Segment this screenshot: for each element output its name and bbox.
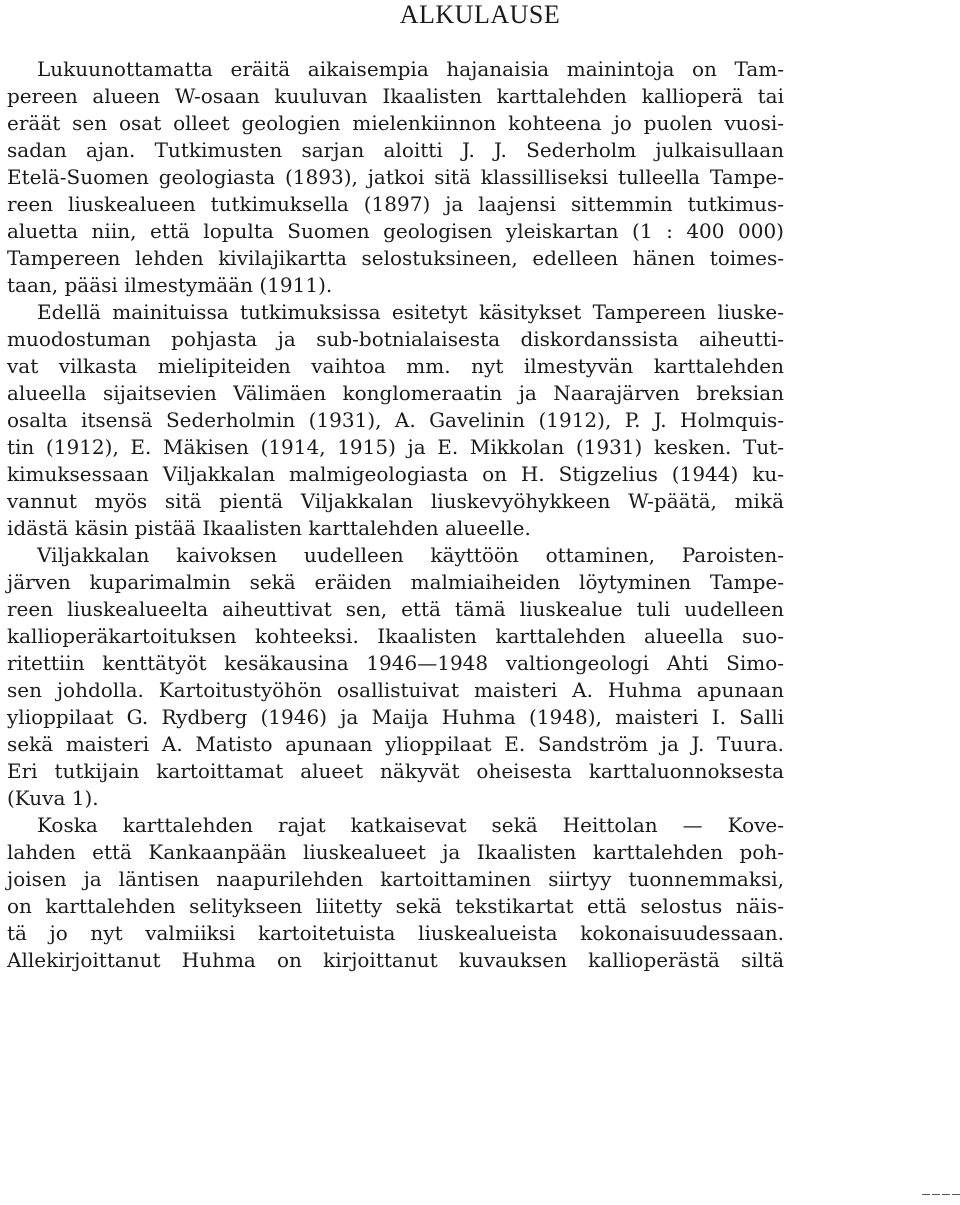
text-line: Eri tutkijain kartoittamat alueet näkyvät oheisesta karttaluonnoksesta — [7, 759, 784, 783]
text-line: sen johdolla. Kartoitustyöhön osallistuivat maisteri A. Huhma apunaan — [7, 678, 784, 702]
text-line: Koska karttalehden rajat katkaisevat sekä Heittolan — Kove- — [37, 813, 784, 837]
text-line: idästä käsin pistää Ikaalisten karttalehden alueelle. — [7, 516, 531, 540]
text-line: lahden että Kankaanpään liuskealueet ja Ikaalisten karttalehden poh- — [7, 840, 784, 864]
text-line: reen liuskealueelta aiheuttivat sen, että tämä liuskealue tuli uudelleen — [7, 597, 784, 621]
text-line: joisen ja läntisen naapurilehden kartoittaminen siirtyy tuonnemmaksi, — [7, 867, 784, 891]
text-line: tä jo nyt valmiiksi kartoitetuista liuskealueista kokonaisuudessaan. — [7, 921, 784, 945]
text-line: Edellä mainituissa tutkimuksissa esitetyt käsitykset Tampereen liuske- — [37, 300, 784, 324]
text-line: vat vilkasta mielipiteiden vaihtoa mm. nyt ilmestyvän karttalehden — [7, 354, 784, 378]
text-line: ritettiin kenttätyöt kesäkausina 1946—1948 valtiongeologi Ahti Simo- — [7, 651, 784, 675]
text-line: aluetta niin, että lopulta Suomen geologisen yleiskartan (1 : 400 000) — [7, 219, 784, 243]
text-line: sadan ajan. Tutkimusten sarjan aloitti J. J. Sederholm julkaisullaan — [7, 138, 784, 162]
text-line: alueella sijaitsevien Välimäen konglomeraatin ja Naarajärven breksian — [7, 381, 784, 405]
text-line: reen liuskealueen tutkimuksella (1897) ja laajensi sittemmin tutkimus- — [7, 192, 784, 216]
text-line: taan, pääsi ilmestymään (1911). — [7, 273, 333, 297]
text-line: vannut myös sitä pientä Viljakkalan liuskevyöhykkeen W-päätä, mikä — [7, 489, 784, 513]
text-line: (Kuva 1). — [7, 786, 99, 810]
preface-body — [7, 56, 784, 974]
text-line: Allekirjoittanut Huhma on kirjoittanut kuvauksen kallioperästä siltä — [7, 948, 784, 972]
text-line: Tampereen lehden kivilajikartta selostuksineen, edelleen hänen toimes- — [7, 246, 784, 270]
text-line: sekä maisteri A. Matisto apunaan ylioppilaat E. Sandström ja J. Tuura. — [7, 732, 784, 756]
page-title: ALKULAUSE — [399, 0, 561, 29]
text-line: kallioperäkartoituksen kohteeksi. Ikaalisten karttalehden alueella suo- — [7, 624, 784, 648]
text-line: on karttalehden selitykseen liitetty sekä tekstikartat että selostus näis- — [7, 894, 784, 918]
text-line: pereen alueen W-osaan kuuluvan Ikaalisten karttalehden kallioperä tai — [7, 84, 784, 108]
text-line: muodostuman pohjasta ja sub-botnialaisesta diskordanssista aiheutti- — [7, 327, 784, 351]
text-line: ylioppilaat G. Rydberg (1946) ja Maija Huhma (1948), maisteri I. Salli — [7, 705, 784, 729]
text-line: Viljakkalan kaivoksen uudelleen käyttöön ottaminen, Paroisten- — [37, 543, 784, 567]
text-line: eräät sen osat olleet geologien mielenkiinnon kohteena jo puolen vuosi- — [7, 111, 784, 135]
text-line: kimuksessaan Viljakkalan malmigeologiasta on H. Stigzelius (1944) ku- — [7, 462, 784, 486]
text-line: järven kuparimalmin sekä eräiden malmiaiheiden löytyminen Tampe- — [7, 570, 784, 594]
text-line: Lukuunottamatta eräitä aikaisempia hajanaisia mainintoja on Tam- — [37, 57, 784, 81]
text-line: osalta itsensä Sederholmin (1931), A. Gavelinin (1912), P. J. Holmquis- — [7, 408, 784, 432]
page-edge-mark — [922, 1194, 960, 1195]
text-line: Etelä-Suomen geologiasta (1893), jatkoi sitä klassilliseksi tulleella Tampe- — [7, 165, 784, 189]
text-line: tin (1912), E. Mäkisen (1914, 1915) ja E. Mikkolan (1931) kesken. Tut- — [7, 435, 784, 459]
